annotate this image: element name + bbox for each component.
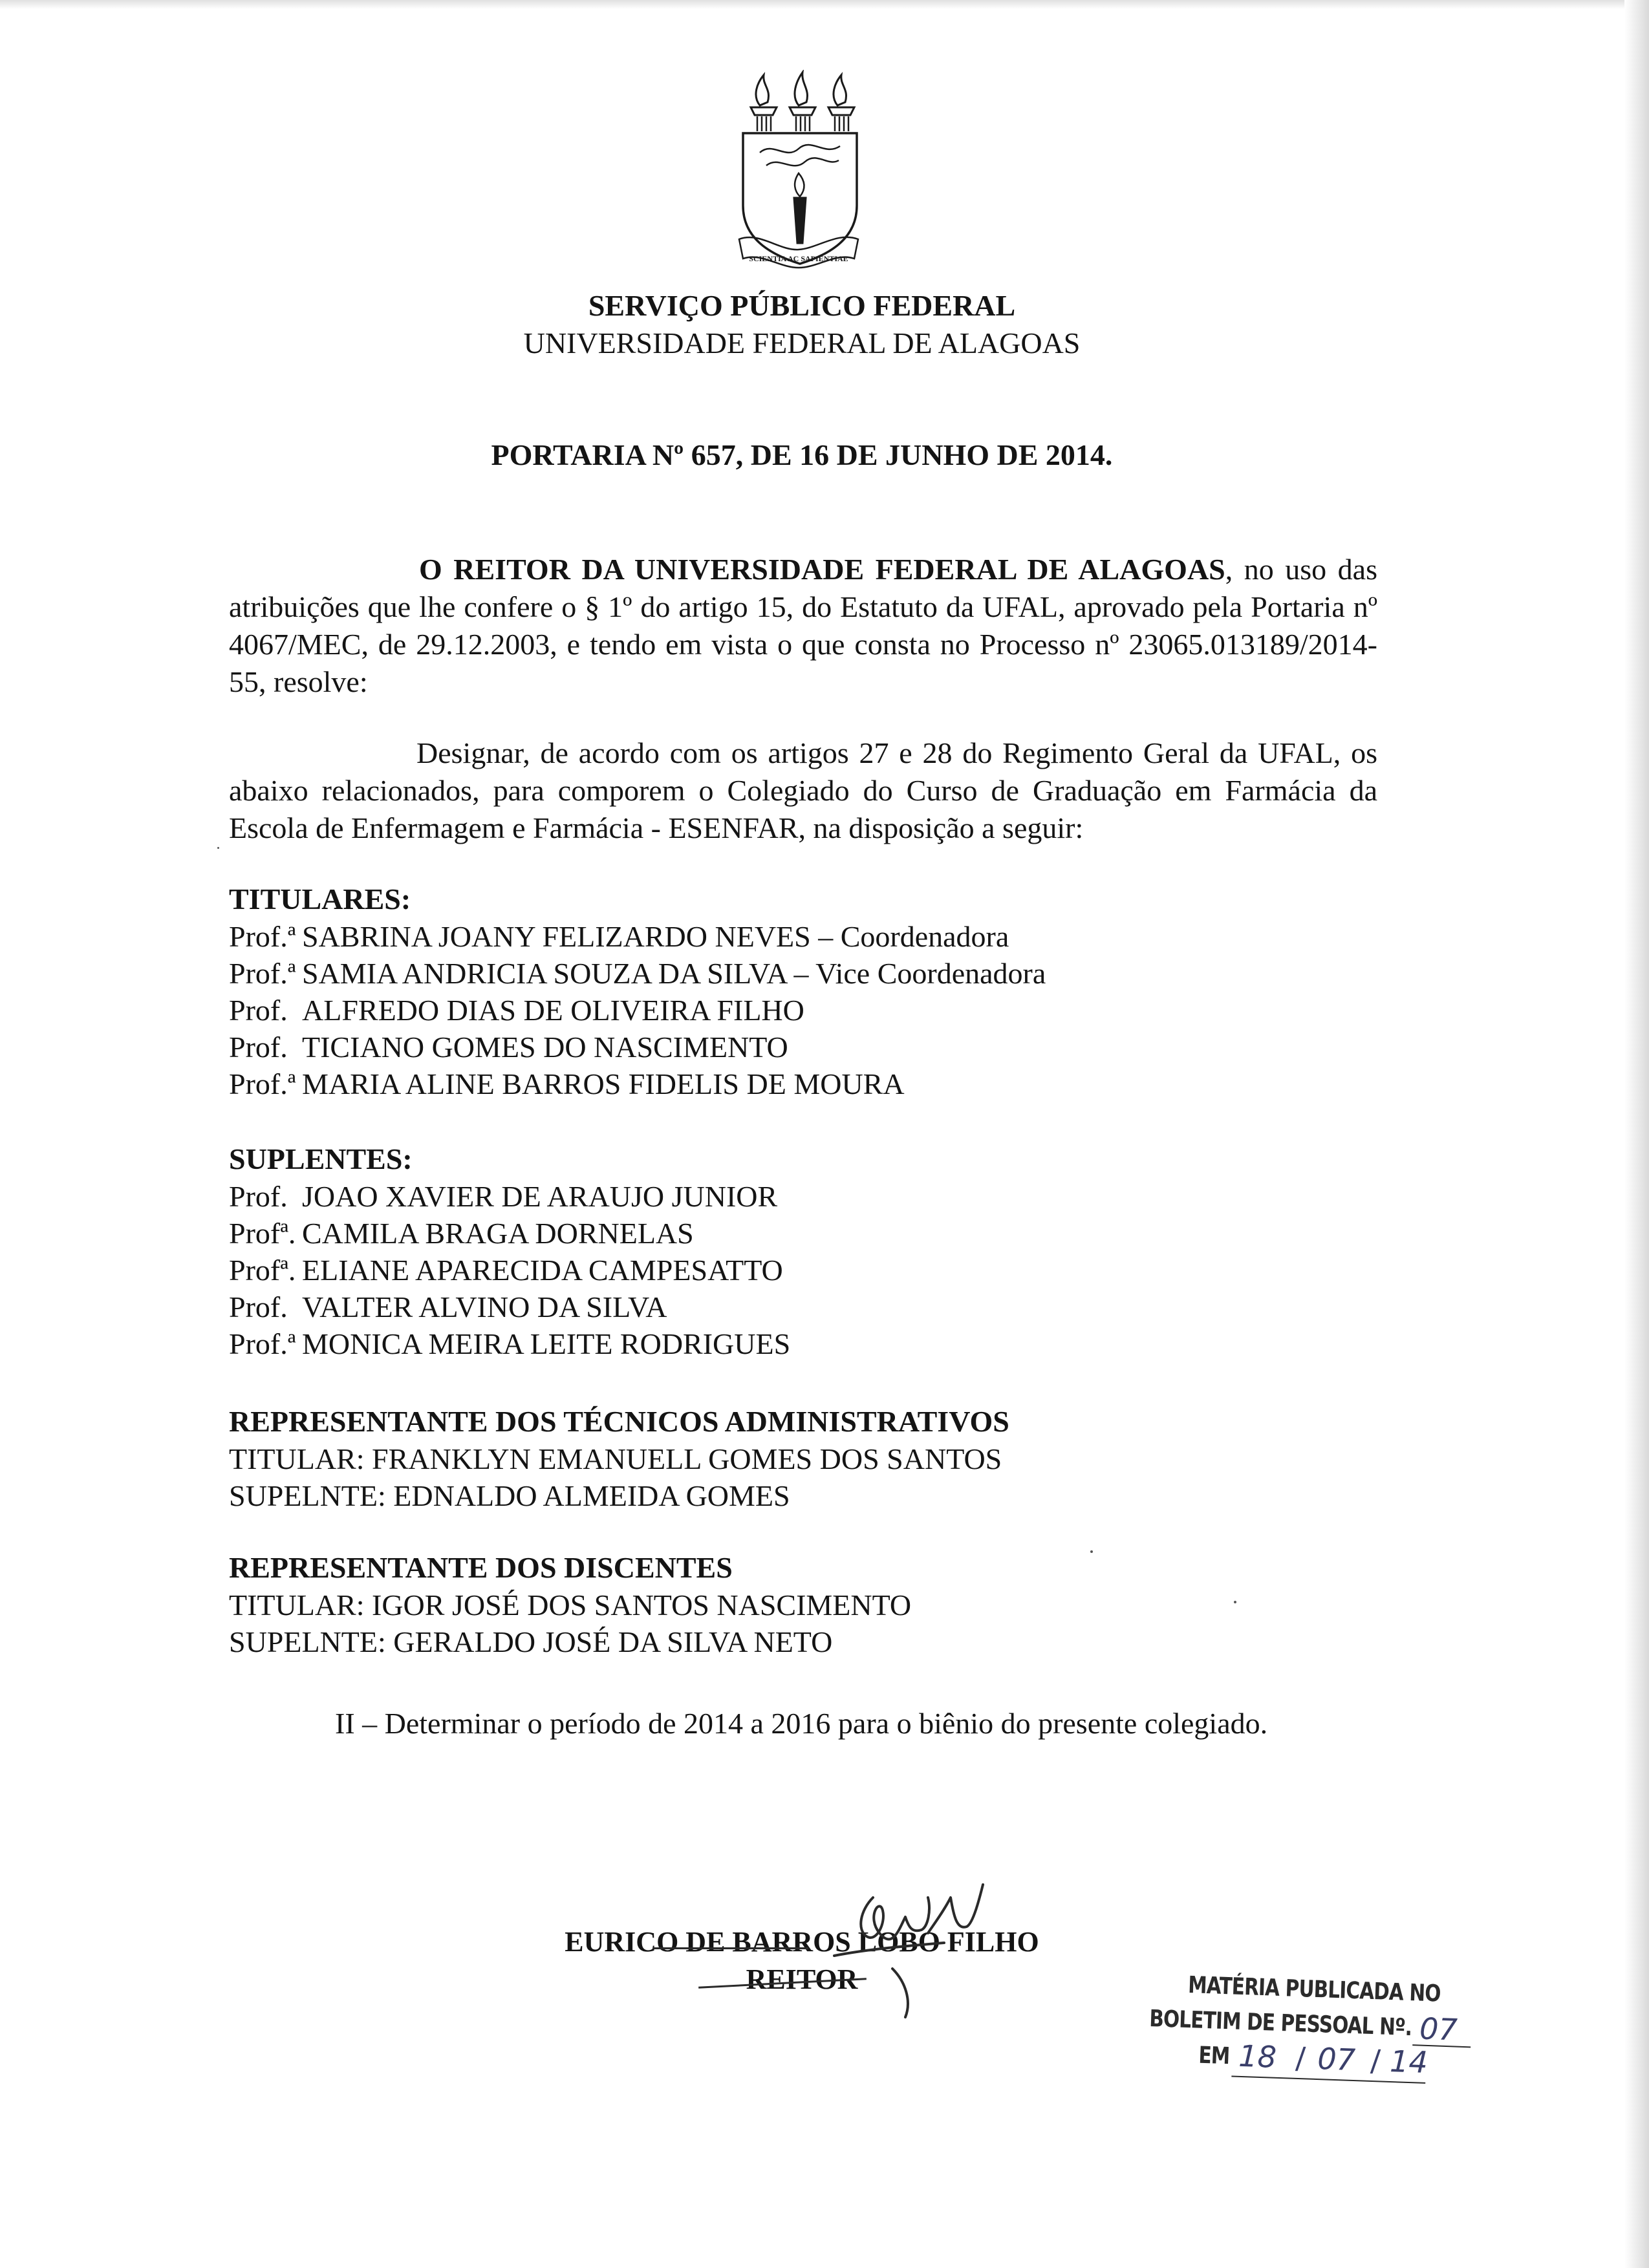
preamble-bold-lead: O REITOR DA UNIVERSIDADE FEDERAL DE ALAGOAS (419, 553, 1225, 586)
member-prefix: Prof.ª (229, 920, 296, 953)
scan-speck (217, 847, 219, 849)
titular-member (229, 955, 1377, 992)
stamp-line-2: BOLETIM DE PESSOAL Nº. (1148, 2005, 1412, 2042)
suplentes-section (229, 1140, 1377, 1362)
discentes-suplente: SUPELNTE: GERALDO JOSÉ DA SILVA NETO (229, 1625, 833, 1658)
member-prefix: Prof. (229, 1290, 288, 1323)
designation (229, 734, 1377, 847)
member-name: SABRINA JOANY FELIZARDO NEVES – Coordenadora (302, 920, 1009, 953)
titulares-heading: TITULARES: (229, 883, 411, 915)
suplente-member (229, 1178, 1377, 1215)
discentes-heading: REPRESENTANTE DOS DISCENTES (229, 1551, 733, 1584)
suplente-member (229, 1289, 1377, 1325)
scan-speck (1234, 1601, 1236, 1603)
titular-member (229, 918, 1377, 955)
member-prefix: Prof.ª (229, 957, 296, 990)
stamp-date-month: 07 (1317, 2041, 1356, 2078)
suplente-member (229, 1215, 1377, 1252)
stamp-date-sep-2: / (1370, 2042, 1381, 2079)
handwritten-signature (795, 1872, 1041, 2020)
tecnicos-titular: TITULAR: FRANKLYN EMANUELL GOMES DOS SANTOS (229, 1442, 1002, 1475)
member-prefix: Profª. (229, 1217, 296, 1250)
tecnicos-heading: REPRESENTANTE DOS TÉCNICOS ADMINISTRATIVOS (229, 1405, 1009, 1438)
member-name: SAMIA ANDRICIA SOUZA DA SILVA – Vice Coordenadora (302, 957, 1046, 990)
scan-speck (1090, 1550, 1093, 1553)
publication-stamp (1147, 1971, 1513, 2112)
stamp-date-day: 18 (1238, 2038, 1277, 2075)
stamp-line-1: MATÉRIA PUBLICADA NO (1187, 1972, 1441, 2007)
member-prefix: Profª. (229, 1254, 296, 1287)
titular-member (229, 1065, 1377, 1102)
member-name: MARIA ALINE BARROS FIDELIS DE MOURA (302, 1067, 905, 1100)
discentes-titular: TITULAR: IGOR JOSÉ DOS SANTOS NASCIMENTO (229, 1589, 912, 1621)
suplentes-heading: SUPLENTES: (229, 1142, 413, 1175)
preamble-text: , no uso das atribuições que lhe confere o § 1º do artigo 15, do Estatuto da UFAL, aprovado pela Portaria nº 4067/MEC, de 29.12.2003, e tendo em vista o que consta no Processo nº 23065.013189/2014-55, resolve: (229, 553, 1377, 698)
suplente-member (229, 1252, 1377, 1289)
member-prefix: Prof. (229, 994, 288, 1027)
member-prefix: Prof.ª (229, 1067, 296, 1100)
titular-member (229, 992, 1377, 1029)
signature-strike-line (653, 1947, 808, 1949)
titular-member (229, 1029, 1377, 1065)
scan-right-edge (1624, 0, 1649, 2268)
member-name: MONICA MEIRA LEITE RODRIGUES (302, 1327, 791, 1360)
portaria-title: PORTARIA Nº 657, DE 16 DE JUNHO DE 2014. (491, 438, 1113, 471)
discentes-section (229, 1549, 1377, 1660)
stamp-date-year: 14 (1389, 2043, 1428, 2081)
header-university-text: UNIVERSIDADE FEDERAL DE ALAGOAS (523, 326, 1081, 359)
stamp-line-3: EM (1198, 2042, 1231, 2070)
member-name: ALFREDO DIAS DE OLIVEIRA FILHO (302, 994, 804, 1027)
determination-block (335, 1705, 1434, 1742)
determination-text: II – Determinar o período de 2014 a 2016 para o biênio do presente colegiado. (335, 1707, 1268, 1740)
member-prefix: Prof.ª (229, 1327, 296, 1360)
member-name: ELIANE APARECIDA CAMPESATTO (302, 1254, 783, 1287)
suplente-member (229, 1325, 1377, 1362)
header-university (0, 326, 1604, 360)
member-prefix: Prof. (229, 1180, 288, 1213)
university-crest-logo (734, 70, 863, 280)
member-name: JOAO XAVIER DE ARAUJO JUNIOR (302, 1180, 778, 1213)
preamble (229, 551, 1377, 701)
preamble-paragraph (229, 551, 1377, 701)
stamp-boletim-number: 07 (1419, 2011, 1458, 2048)
member-prefix: Prof. (229, 1031, 288, 1064)
member-name: TICIANO GOMES DO NASCIMENTO (302, 1031, 788, 1064)
crest-motto: SCIENTIA AC SAPIENTIAE (749, 254, 848, 263)
tecnicos-section (229, 1403, 1377, 1514)
signatory-name: EURICO DE BARROS LOBO FILHO (565, 1926, 1039, 1958)
scan-top-edge (0, 0, 1649, 9)
member-name: VALTER ALVINO DA SILVA (302, 1290, 667, 1323)
tecnicos-suplente: SUPELNTE: EDNALDO ALMEIDA GOMES (229, 1479, 790, 1512)
member-name: CAMILA BRAGA DORNELAS (302, 1217, 694, 1250)
signatory-title: REITOR (746, 1963, 858, 1995)
header-service: SERVIÇO PÚBLICO FEDERAL (588, 289, 1016, 322)
designation-paragraph: Designar, de acordo com os artigos 27 e 28 do Regimento Geral da UFAL, os abaixo relacionados, para comporem o Colegiado do Curso de Graduação em Farmácia da Escola de Enfermagem e Farmácia - ESENFAR, na disposição a seguir: (229, 736, 1377, 844)
stamp-date-sep-1: / (1295, 2040, 1306, 2076)
titulares-section (229, 881, 1377, 1102)
